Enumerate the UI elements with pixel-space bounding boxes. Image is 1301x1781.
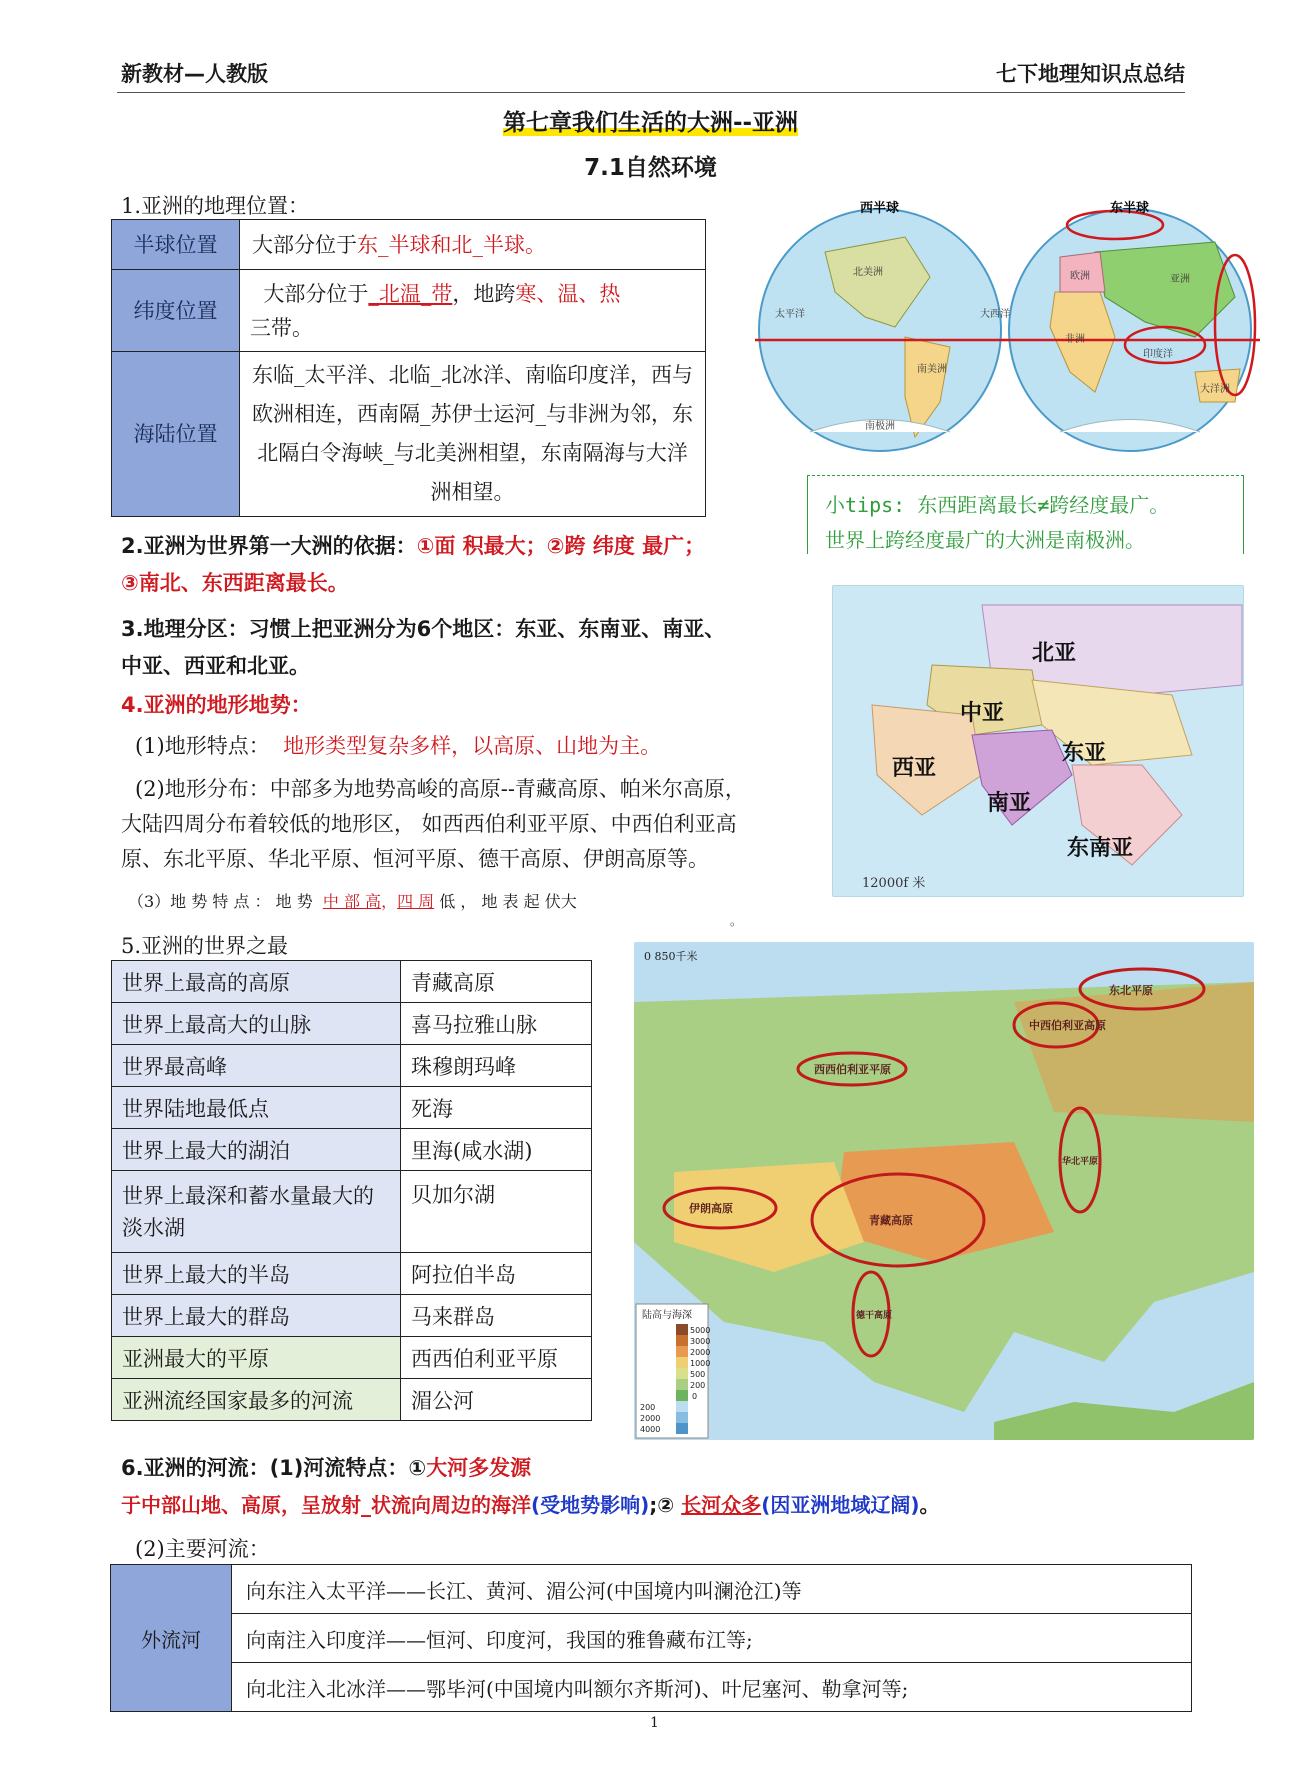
cell-label: 世界上最高的高原: [112, 961, 401, 1003]
map-label: 大西洋: [980, 309, 1010, 320]
map-label: 亚洲: [1170, 274, 1190, 285]
s3-line2: 中亚、西亚和北亚。: [121, 654, 310, 678]
hemisphere-map: [755, 197, 1260, 459]
s5-heading: 5.亚洲的世界之最: [121, 934, 289, 958]
cell-value: 阿拉伯半岛: [401, 1253, 592, 1295]
rivers-table: [110, 1564, 1192, 1712]
cell-value: 贝加尔湖: [401, 1171, 592, 1253]
table-row: [112, 220, 706, 270]
s4-dot: 。: [730, 914, 743, 928]
s2-line1: 2.亚洲为世界第一大洲的依据：①面 积最大；②跨 纬度 最广；: [121, 534, 706, 558]
legend-value: 4000: [640, 1425, 661, 1434]
s4-p2-line2: 大陆四周分布着较低的地形区， 如西西伯利亚平原、中西伯利亚高: [121, 812, 737, 836]
row-label: 纬度位置: [112, 270, 240, 352]
map-label-west: 西半球: [860, 201, 900, 216]
river-row: 向北注入北冰洋——鄂毕河(中国境内叫额尔齐斯河)、叶尼塞河、勒拿河等;: [232, 1663, 1192, 1712]
oval-label: 西西伯利亚平原: [814, 1063, 891, 1076]
header-left: 新教材—人教版: [121, 62, 268, 86]
map-label: 欧洲: [1070, 271, 1090, 282]
header-right: 七下地理知识点总结: [996, 62, 1185, 86]
map-label: 北美洲: [853, 267, 883, 278]
tips-line1: 小tips: 东西距离最长≠跨经度最广。: [825, 493, 1170, 517]
legend-value: 1000: [690, 1359, 711, 1368]
map-label: 南美洲: [917, 364, 947, 375]
s6-line1: 6.亚洲的河流：(1)河流特点：①大河多发源: [121, 1456, 532, 1480]
cell-label: 世界上最大的半岛: [112, 1253, 401, 1295]
table-row: [112, 1295, 592, 1337]
s4-heading: 4.亚洲的地形地势：: [121, 693, 312, 717]
cell-label: 世界上最高大的山脉: [112, 1003, 401, 1045]
s2-line2: ③南北、东西距离最长。: [121, 571, 349, 595]
cell-value: 西西伯利亚平原: [401, 1337, 592, 1379]
region-map: [832, 585, 1244, 897]
table-row: [112, 1337, 592, 1379]
cell-value: 马来群岛: [401, 1295, 592, 1337]
river-row: 向东注入太平洋——长江、黄河、湄公河(中国境内叫澜沧江)等: [232, 1565, 1192, 1614]
legend-title: 陆高与海深: [642, 1310, 692, 1321]
header-rule: [117, 92, 1185, 93]
cell-label: 世界陆地最低点: [112, 1087, 401, 1129]
s4-p3: （3）地 势 特 点 ： 地 势 中 部 高，四 周 低 ， 地 表 起 伏大: [128, 892, 577, 911]
row-content: 大部分位于东_半球和北_半球。: [240, 220, 706, 270]
tips-line2: 世界上跨经度最广的大洲是南极洲。: [825, 528, 1145, 552]
row-label: 半球位置: [112, 220, 240, 270]
legend-value: 3000: [690, 1337, 711, 1346]
cell-label: 亚洲最大的平原: [112, 1337, 401, 1379]
table-row: [112, 1129, 592, 1171]
s6-line2: 于中部山地、高原，呈放射_状流向周边的海洋(受地势影响);② 长河众多(因亚洲地域辽阔)。: [121, 1493, 940, 1517]
legend-value: 5000: [690, 1326, 711, 1335]
cell-label: 亚洲流经国家最多的河流: [112, 1379, 401, 1421]
region-label: 南亚: [987, 791, 1032, 816]
location-table: [111, 219, 706, 517]
row-content: 大部分位于_北温_带，地跨寒、温、热 三带。: [240, 270, 706, 352]
table-row: [112, 1003, 592, 1045]
legend-value: 0: [692, 1392, 698, 1401]
river-row: 向南注入印度洋——恒河、印度河，我国的雅鲁藏布江等;: [232, 1614, 1192, 1663]
cell-value: 湄公河: [401, 1379, 592, 1421]
s6-sub: (2)主要河流：: [135, 1537, 270, 1561]
table-row: [112, 270, 706, 352]
cell-label: 世界最高峰: [112, 1045, 401, 1087]
table-row: [112, 1379, 592, 1421]
oval-label: 青藏高原: [869, 1214, 913, 1227]
table-row: [111, 1663, 1192, 1712]
oval-label: 德干高原: [856, 1311, 893, 1321]
legend-value: 500: [690, 1370, 706, 1379]
map-label: 印度洋: [1143, 349, 1173, 360]
superlatives-table: [111, 960, 592, 1421]
s4-p2-line3: 原、东北平原、华北平原、恒河平原、德干高原、伊朗高原等。: [121, 847, 709, 871]
terrain-map: [634, 942, 1254, 1440]
legend-value: 200: [690, 1381, 706, 1390]
cell-value: 青藏高原: [401, 961, 592, 1003]
table-row: [112, 1045, 592, 1087]
region-label: 北亚: [1032, 641, 1077, 666]
section-title: 7.1自然环境: [584, 155, 717, 181]
region-map-scale: 12000f 米: [862, 876, 926, 891]
map-label: 南极洲: [865, 421, 895, 432]
table-row: [112, 1171, 592, 1253]
table-row: [111, 1614, 1192, 1663]
map-label: 非洲: [1065, 334, 1085, 345]
row-label: 外流河: [111, 1565, 232, 1712]
cell-value: 死海: [401, 1087, 592, 1129]
map-label: 大洋洲: [1200, 384, 1230, 395]
cell-label: 世界上最大的湖泊: [112, 1129, 401, 1171]
s4-p1: (1)地形特点： 地形类型复杂多样，以高原、山地为主。: [135, 734, 662, 758]
region-label: 东亚: [1062, 741, 1107, 766]
region-label: 东南亚: [1067, 836, 1134, 861]
table-row: [111, 1565, 1192, 1614]
row-content: 东临_太平洋、北临_北冰洋、南临印度洋，西与欧洲相连，西南隔_苏伊士运河_与非洲为邻，东北隔白令海峡_与北美洲相望，东南隔海与大洋洲相望。: [240, 352, 706, 517]
s1-heading: 1.亚洲的地理位置：: [121, 194, 310, 218]
legend-value: 200: [640, 1403, 656, 1412]
oval-label: 华北平原: [1062, 1157, 1099, 1167]
s4-p2-line1: (2)地形分布：中部多为地势高峻的高原--青藏高原、帕米尔高原，: [135, 777, 746, 801]
oval-label: 东北平原: [1109, 984, 1153, 997]
terrain-legend: [636, 1304, 710, 1438]
cell-label: 世界上最大的群岛: [112, 1295, 401, 1337]
region-label: 西亚: [892, 756, 937, 781]
table-row: [112, 1253, 592, 1295]
cell-label: 世界上最深和蓄水量最大的淡水湖: [112, 1171, 401, 1253]
table-row: [112, 961, 592, 1003]
table-row: [112, 352, 706, 517]
map-label: 太平洋: [775, 309, 805, 320]
table-row: [112, 1087, 592, 1129]
chapter-title: 第七章我们生活的大洲--亚洲: [502, 110, 799, 136]
terrain-scale: 0 850千米: [644, 950, 698, 963]
cell-value: 里海(咸水湖): [401, 1129, 592, 1171]
page-number: 1: [650, 1715, 659, 1731]
row-label: 海陆位置: [112, 352, 240, 517]
oval-label: 伊朗高原: [689, 1202, 733, 1215]
region-label: 中亚: [960, 701, 1005, 726]
cell-value: 喜马拉雅山脉: [401, 1003, 592, 1045]
s3-line1: 3.地理分区：习惯上把亚洲分为6个地区：东亚、东南亚、南亚、: [121, 617, 726, 641]
cell-value: 珠穆朗玛峰: [401, 1045, 592, 1087]
legend-value: 2000: [640, 1414, 661, 1423]
map-label-east: 东半球: [1110, 201, 1150, 216]
oval-label: 中西伯利亚高原: [1029, 1019, 1106, 1032]
legend-value: 2000: [690, 1348, 711, 1357]
